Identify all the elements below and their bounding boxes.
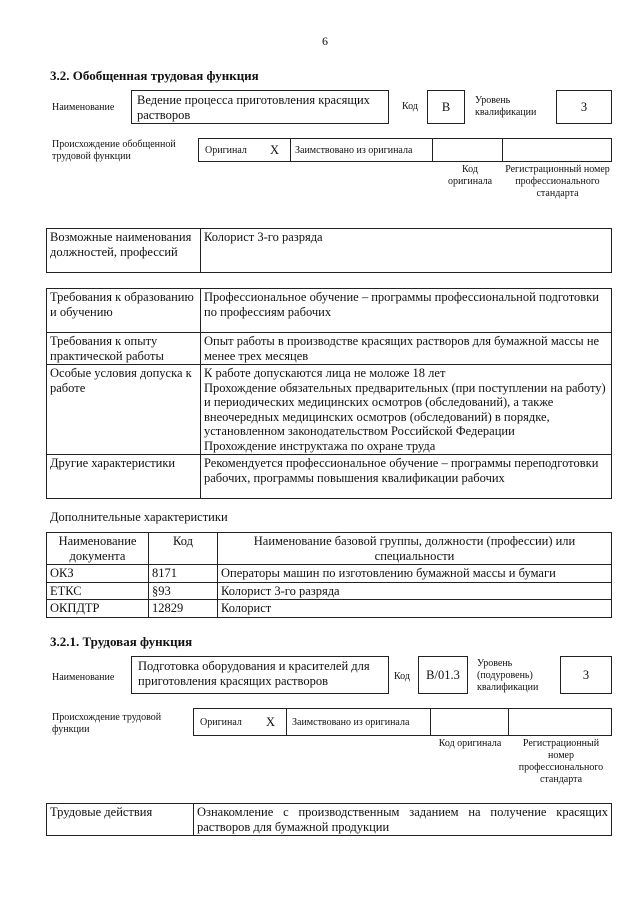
req-experience-label: Требования к опыту практической работы xyxy=(47,333,201,365)
req-education-label: Требования к образованию и обучению xyxy=(47,289,201,333)
reg-number-label: Регистрационный номер профессионального стандарта xyxy=(505,164,610,199)
req-conditions-label: Особые условия допуска к работе xyxy=(47,365,201,455)
name-label-2: Наименование xyxy=(52,672,115,683)
table-row: ОКЗ 8171 Операторы машин по изготовлению бумажной массы и бумаги xyxy=(47,565,612,583)
original-label: Оригинал xyxy=(205,145,247,156)
header-name: Наименование базовой группы, должности (профессии) или специальности xyxy=(218,533,612,565)
additional-heading: Дополнительные характеристики xyxy=(50,510,228,524)
original-mark-2: X xyxy=(266,715,276,729)
code-field: B xyxy=(427,90,465,124)
origin-code-label: Код оригинала xyxy=(447,164,493,187)
original-mark: X xyxy=(270,143,280,157)
req-other-label: Другие характеристики xyxy=(47,455,201,499)
function-name-field-2: Подготовка оборудования и красителей для приготовления красящих растворов xyxy=(131,656,389,694)
req-other-value: Рекомендуется профессиональное обучение – программы переподготовки рабочих, программы повышения квалификации рабочих xyxy=(201,455,612,499)
table-row: ЕТКС §93 Колорист 3-го разряда xyxy=(47,582,612,600)
original-label-2: Оригинал xyxy=(200,717,242,728)
level-label-2: Уровень (подуровень) квалификации xyxy=(477,658,539,693)
function-name-field: Ведение процесса приготовления красящих растворов xyxy=(131,90,389,124)
actions-value: Ознакомление с производственным заданием на получение красящих растворов для бумажной продукции xyxy=(194,804,612,836)
code-field-2: B/01.3 xyxy=(418,656,468,694)
reg-number-label-2: Регистрационный номер профессионального стандарта xyxy=(518,738,604,785)
page-number: 6 xyxy=(322,34,328,48)
subsection-heading: 3.2.1. Трудовая функция xyxy=(50,634,193,649)
code-label: Код xyxy=(402,101,418,112)
origin-code-label-2: Код оригинала xyxy=(438,738,502,749)
actions-label: Трудовые действия xyxy=(47,804,194,836)
req-conditions-value: К работе допускаются лица не моложе 18 лет Прохождение обязательных предварительных (при поступлении на работу) и периодических медицинских осмотров (обследований), а также внеочередных медицинских осмотров (обследований) в порядке, установленном законодательством Российской Федерации Прохождение инструктажа по охране труда xyxy=(201,365,612,455)
table-row: ОКПДТР 12829 Колорист xyxy=(47,600,612,618)
positions-label: Возможные наименования должностей, профессий xyxy=(47,229,201,273)
header-doc: Наименование документа xyxy=(47,533,149,565)
positions-table xyxy=(46,228,612,273)
additional-table xyxy=(46,532,612,618)
level-label: Уровень квалификации xyxy=(475,95,537,118)
req-education-value: Профессиональное обучение – программы профессиональной подготовки по профессиям рабочих xyxy=(201,289,612,333)
borrowed-label-2: Заимствовано из оригинала xyxy=(292,717,410,728)
positions-value: Колорист 3-го разряда xyxy=(201,229,612,273)
borrowed-label: Заимствовано из оригинала xyxy=(295,145,413,156)
header-code: Код xyxy=(149,533,218,565)
level-field: 3 xyxy=(556,90,612,124)
actions-table xyxy=(46,803,612,836)
name-label: Наименование xyxy=(52,102,115,113)
level-field-2: 3 xyxy=(560,656,612,694)
origin-label: Происхождение обобщенной трудовой функции xyxy=(52,139,176,162)
code-label-2: Код xyxy=(394,671,410,682)
req-experience-value: Опыт работы в производстве красящих растворов для бумажной массы не менее трех месяцев xyxy=(201,333,612,365)
requirements-table xyxy=(46,288,612,499)
origin-label-2: Происхождение трудовой функции xyxy=(52,712,162,735)
section-heading: 3.2. Обобщенная трудовая функция xyxy=(50,68,259,83)
